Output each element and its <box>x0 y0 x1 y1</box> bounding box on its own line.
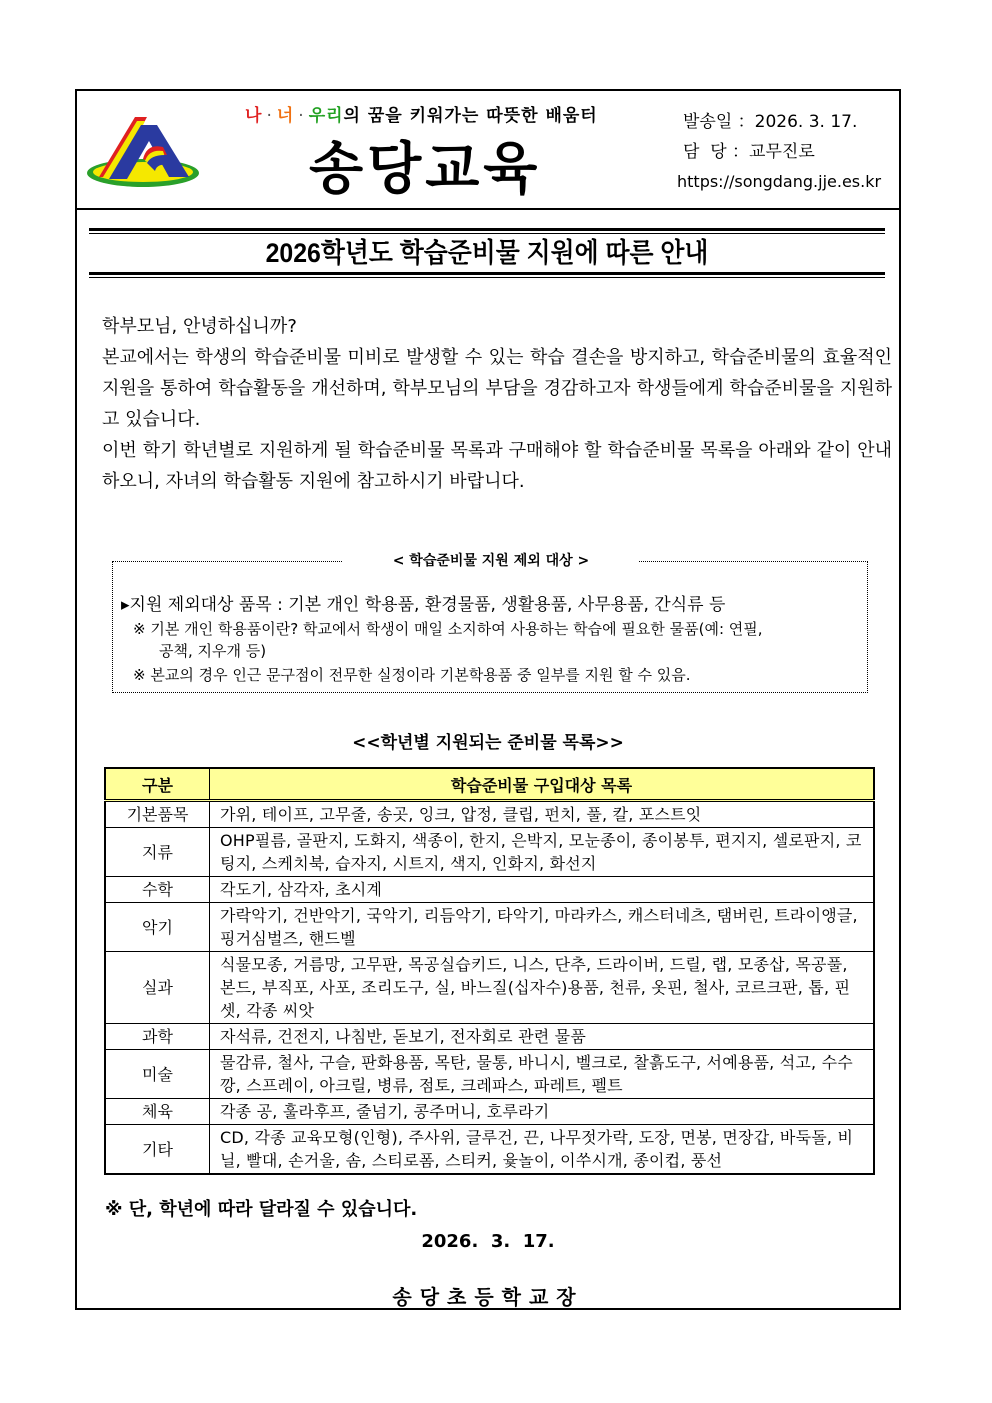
slogan-word-neo: 너 <box>276 106 295 126</box>
notice-definition-line: ※ 기본 개인 학용품이란? 학교에서 학생이 매일 소지하여 사용하는 학습에 필요한 물품(예: 연필, <box>133 620 763 638</box>
row-items: 각종 공, 훌라후프, 줄넘기, 콩주머니, 호루라기 <box>210 1099 875 1125</box>
grade-footnote: ※ 단, 학년에 따라 달라질 수 있습니다. <box>105 1199 418 1220</box>
notice-excluded-items: ▸지원 제외대상 품목 : 기본 개인 학용품, 환경물품, 생활용품, 사무용품, 간식류 등 <box>121 595 726 615</box>
supplies-table <box>104 767 875 1175</box>
school-url-link[interactable]: https://songdang.jje.es.kr <box>677 172 882 191</box>
row-items: 물감류, 철사, 구슬, 판화용품, 목탄, 물통, 바니시, 벨크로, 찰흙도구, 서예용품, 석고, 수수깡, 스프레이, 아크릴, 병류, 점토, 크레파스, 파레트, 펠트 <box>210 1050 875 1099</box>
row-items: 가락악기, 건반악기, 국악기, 리듬악기, 타악기, 마라카스, 캐스터네츠, 탬버린, 트라이앵글, 핑거심벌즈, 핸드벨 <box>210 903 875 952</box>
school-logo-icon <box>85 111 201 191</box>
row-items: CD, 각종 교육모형(인형), 주사위, 글루건, 끈, 나무젓가락, 도장, 면봉, 면장갑, 바둑돌, 비닐, 빨대, 손거울, 솜, 스티로폼, 스티커, 윷놀이, 이쑤시개, 종이컵, 풍선 <box>210 1125 875 1175</box>
table-row <box>105 1125 874 1175</box>
body-paragraph-2: 이번 학기 학년별로 지원하게 될 학습준비물 목록과 구매해야 할 학습준비물 목록을 아래와 같이 안내하오니, 자녀의 학습활동 지원에 참고하시기 바랍니다. <box>102 440 892 492</box>
title-rule-bottom <box>89 272 885 278</box>
table-row <box>105 877 874 903</box>
letter-meta <box>677 107 881 197</box>
slogan-separator: · <box>266 106 273 126</box>
row-category: 체육 <box>105 1099 210 1125</box>
notice-definition <box>133 618 863 662</box>
table-row <box>105 828 874 877</box>
document-frame <box>75 89 901 1310</box>
row-category: 기본품목 <box>105 801 210 828</box>
letter-body <box>102 311 892 497</box>
row-category: 악기 <box>105 903 210 952</box>
notice-definition-cont: 공책, 지우개 등) <box>159 642 267 660</box>
notice-title: < 학습준비물 지원 제외 대상 > <box>343 550 639 570</box>
column-header-items: 학습준비물 구입대상 목록 <box>210 768 875 801</box>
exclusion-notice-box <box>112 553 868 693</box>
table-header-row <box>105 768 874 801</box>
brand-title: 송당교육 <box>309 137 542 202</box>
row-category: 수학 <box>105 877 210 903</box>
row-items: 각도기, 삼각자, 초시계 <box>210 877 875 903</box>
greeting: 학부모님, 안녕하십니까? <box>102 316 297 337</box>
slogan <box>245 101 598 126</box>
notice-exception: ※ 본교의 경우 인근 문구점이 전무한 실정이라 기본학용품 중 일부를 지원 할 수 있음. <box>133 666 691 684</box>
slogan-separator: · <box>298 106 305 126</box>
body-paragraph-1: 본교에서는 학생의 학습준비물 미비로 발생할 수 있는 학습 결손을 방지하고, 학습준비물의 효율적인 지원을 통하여 학습활동을 개선하며, 학부모님의 부담을 경감하고자 학생들에게 학습준비물을 지원하고 있습니다. <box>102 347 892 430</box>
table-row <box>105 1099 874 1125</box>
principal-signature: 송당초등학교장 <box>392 1285 584 1309</box>
row-items: OHP필름, 골판지, 도화지, 색종이, 한지, 은박지, 모눈종이, 종이봉투, 편지지, 셀로판지, 코팅지, 스케치북, 습자지, 시트지, 색지, 인화지, 화선지 <box>210 828 875 877</box>
row-category: 과학 <box>105 1024 210 1050</box>
column-header-category: 구분 <box>105 768 210 801</box>
table-row <box>105 903 874 952</box>
letterhead <box>77 91 899 210</box>
row-category: 지류 <box>105 828 210 877</box>
table-title: <<학년별 지원되는 준비물 목록>> <box>352 733 624 753</box>
row-items: 가위, 테이프, 고무줄, 송곳, 잉크, 압정, 클립, 펀치, 풀, 칼, 포스트잇 <box>210 801 875 828</box>
contact-department: 담 당 ：교무진로 <box>683 142 815 162</box>
issue-date: 2026. 3. 17. <box>421 1231 555 1252</box>
row-category: 기타 <box>105 1125 210 1175</box>
slogan-word-na: 나 <box>245 106 263 126</box>
table-row <box>105 952 874 1024</box>
row-items: 자석류, 건전지, 나침반, 돋보기, 전자회로 관련 물품 <box>210 1024 875 1050</box>
page-title: 2026학년도 학습준비물 지원에 따른 안내 <box>265 238 709 268</box>
slogan-rest: 의 꿈을 키워가는 따뜻한 배움터 <box>343 106 598 126</box>
table-row <box>105 1050 874 1099</box>
title-bar <box>89 228 885 278</box>
table-row <box>105 1024 874 1050</box>
send-date: 발송일 ：2026. 3. 17. <box>683 112 858 132</box>
row-category: 실과 <box>105 952 210 1024</box>
row-category: 미술 <box>105 1050 210 1099</box>
table-row <box>105 801 874 828</box>
slogan-word-uri: 우리 <box>308 106 344 126</box>
row-items: 식물모종, 거름망, 고무판, 목공실습키드, 니스, 단추, 드라이버, 드릴, 랩, 모종삽, 목공풀, 본드, 부직포, 사포, 조리도구, 실, 바느질(십자수)용품, 천류, 옷핀, 철사, 코르크판, 톱, 핀셋, 각종 씨앗 <box>210 952 875 1024</box>
